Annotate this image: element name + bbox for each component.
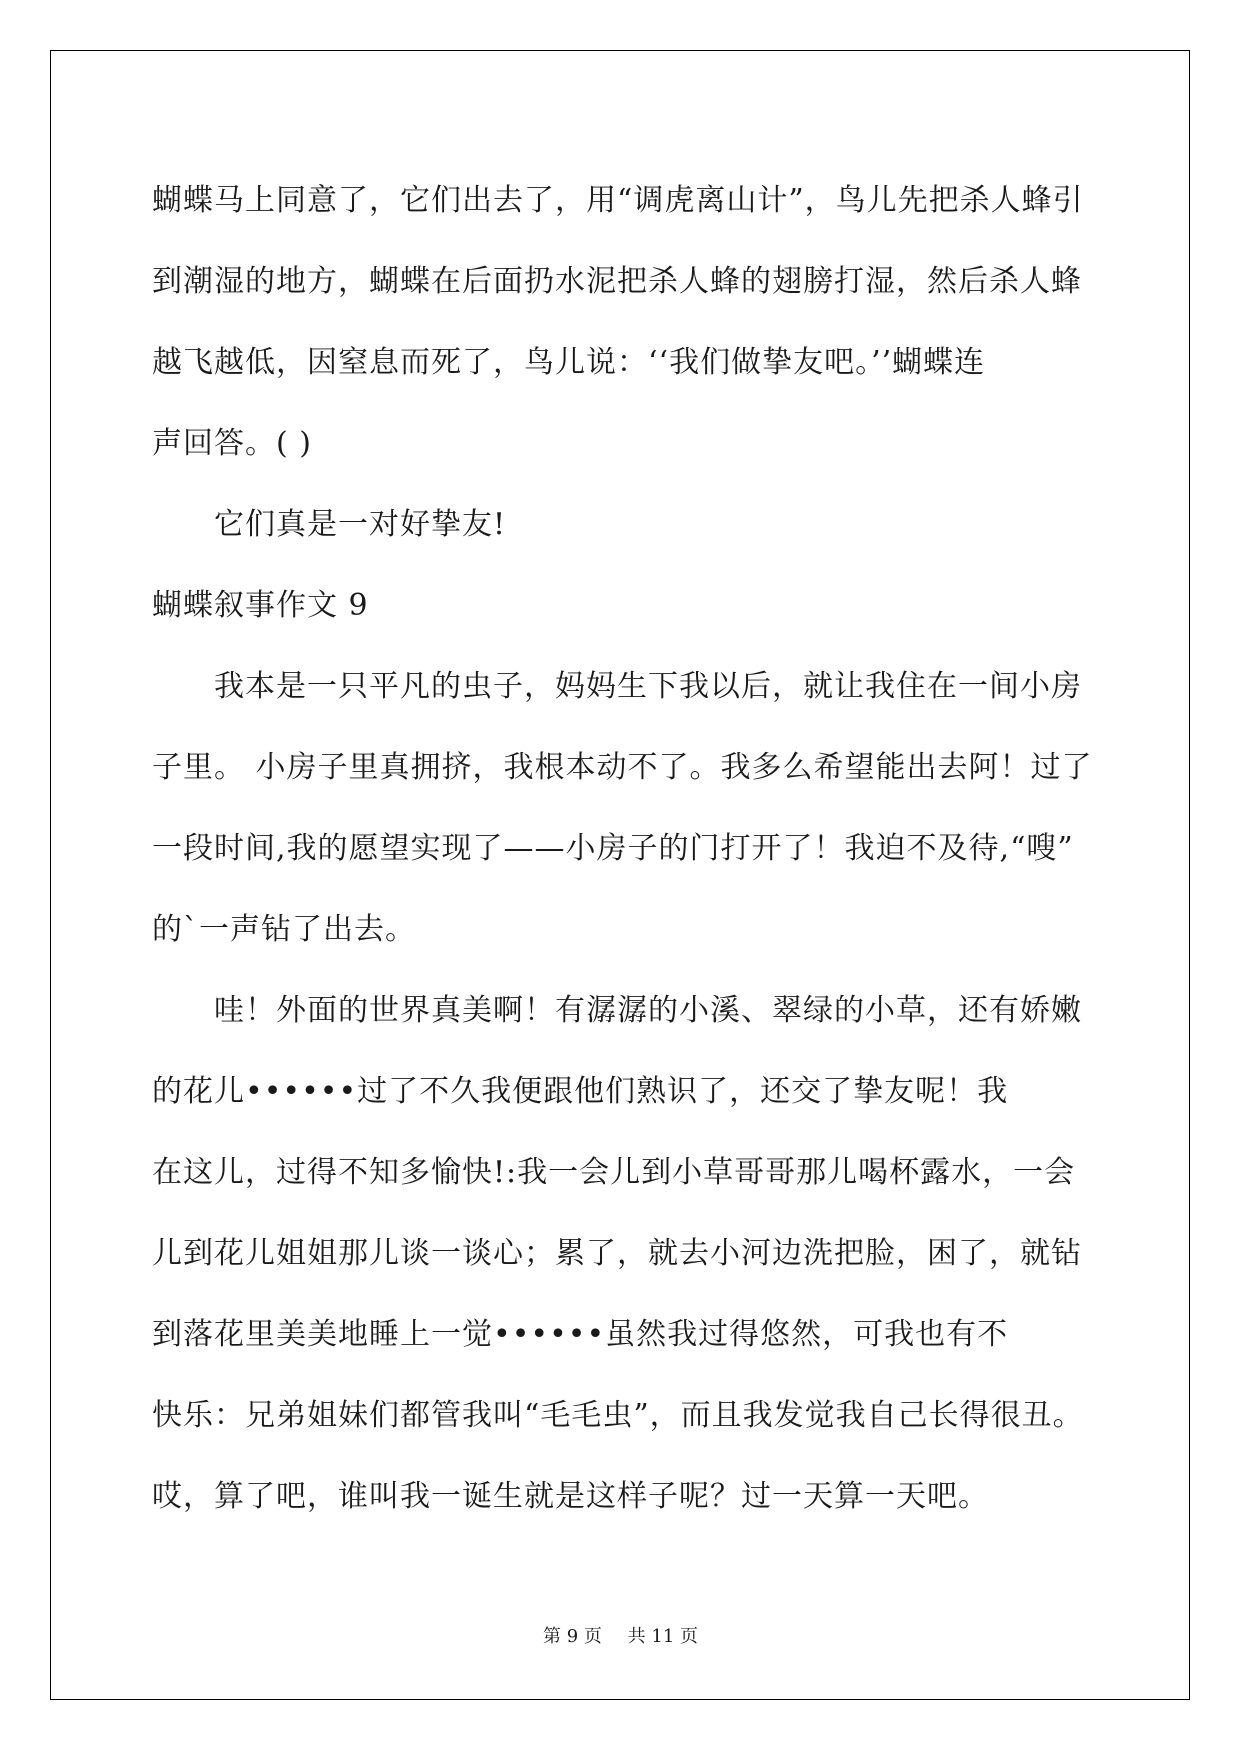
text-line: 一段时间,我的愿望实现了——小房子的门打开了！我迫不及待,“嗖” [152, 831, 1074, 866]
text-line: 儿到花儿姐姐那儿谈一谈心；累了，就去小河边洗把脸，困了，就钻 [152, 1236, 1082, 1271]
text-line: 哇！外面的世界真美啊！有潺潺的小溪、翠绿的小草，还有娇嫩 [214, 993, 1082, 1028]
document-body [152, 160, 1092, 1537]
text-line: 的`一声钻了出去。 [152, 912, 416, 947]
text-line: 它们真是一对好挚友! [214, 507, 507, 542]
paragraph-3 [152, 646, 1092, 970]
paragraph-4 [152, 970, 1092, 1537]
text-line: 声回答。( ) [152, 426, 312, 461]
text-line: 到潮湿的地方，蝴蝶在后面扔水泥把杀人蜂的翅膀打湿，然后杀人蜂 [152, 264, 1082, 299]
text-line: 快乐：兄弟姐妹们都管我叫“毛毛虫”，而且我发觉我自己长得很丑。 [152, 1398, 1084, 1433]
paragraph-1 [152, 160, 1092, 484]
text-line: 蝴蝶马上同意了，它们出去了，用“调虎离山计”，鸟儿先把杀人蜂引 [152, 183, 1084, 218]
text-line: 子里。 小房子里真拥挤，我根本动不了。我多么希望能出去阿！过了 [152, 750, 1093, 785]
text-line: 的花儿••••••过了不久我便跟他们熟识了，还交了挚友呢！我 [152, 1074, 1009, 1109]
text-line: 哎，算了吧，谁叫我一诞生就是这样子呢？过一天算一天吧。 [152, 1479, 989, 1514]
page-number: 第 9 页 [543, 1626, 602, 1647]
text-line: 越飞越低，因窒息而死了，鸟儿说：‘‘我们做挚友吧。’’蝴蝶连 [152, 345, 986, 380]
text-line: 在这儿，过得不知多愉快!:我一会儿到小草哥哥那儿喝杯露水，一会 [152, 1155, 1076, 1190]
page-total: 共 11 页 [627, 1626, 698, 1647]
text-line: 到落花里美美地睡上一觉••••••虽然我过得悠然，可我也有不 [152, 1317, 1009, 1352]
section-heading: 蝴蝶叙事作文 9 [152, 588, 369, 623]
paragraph-2 [152, 484, 1092, 565]
page-footer [0, 1622, 1241, 1648]
text-line: 我本是一只平凡的虫子，妈妈生下我以后，就让我住在一间小房 [214, 669, 1082, 704]
